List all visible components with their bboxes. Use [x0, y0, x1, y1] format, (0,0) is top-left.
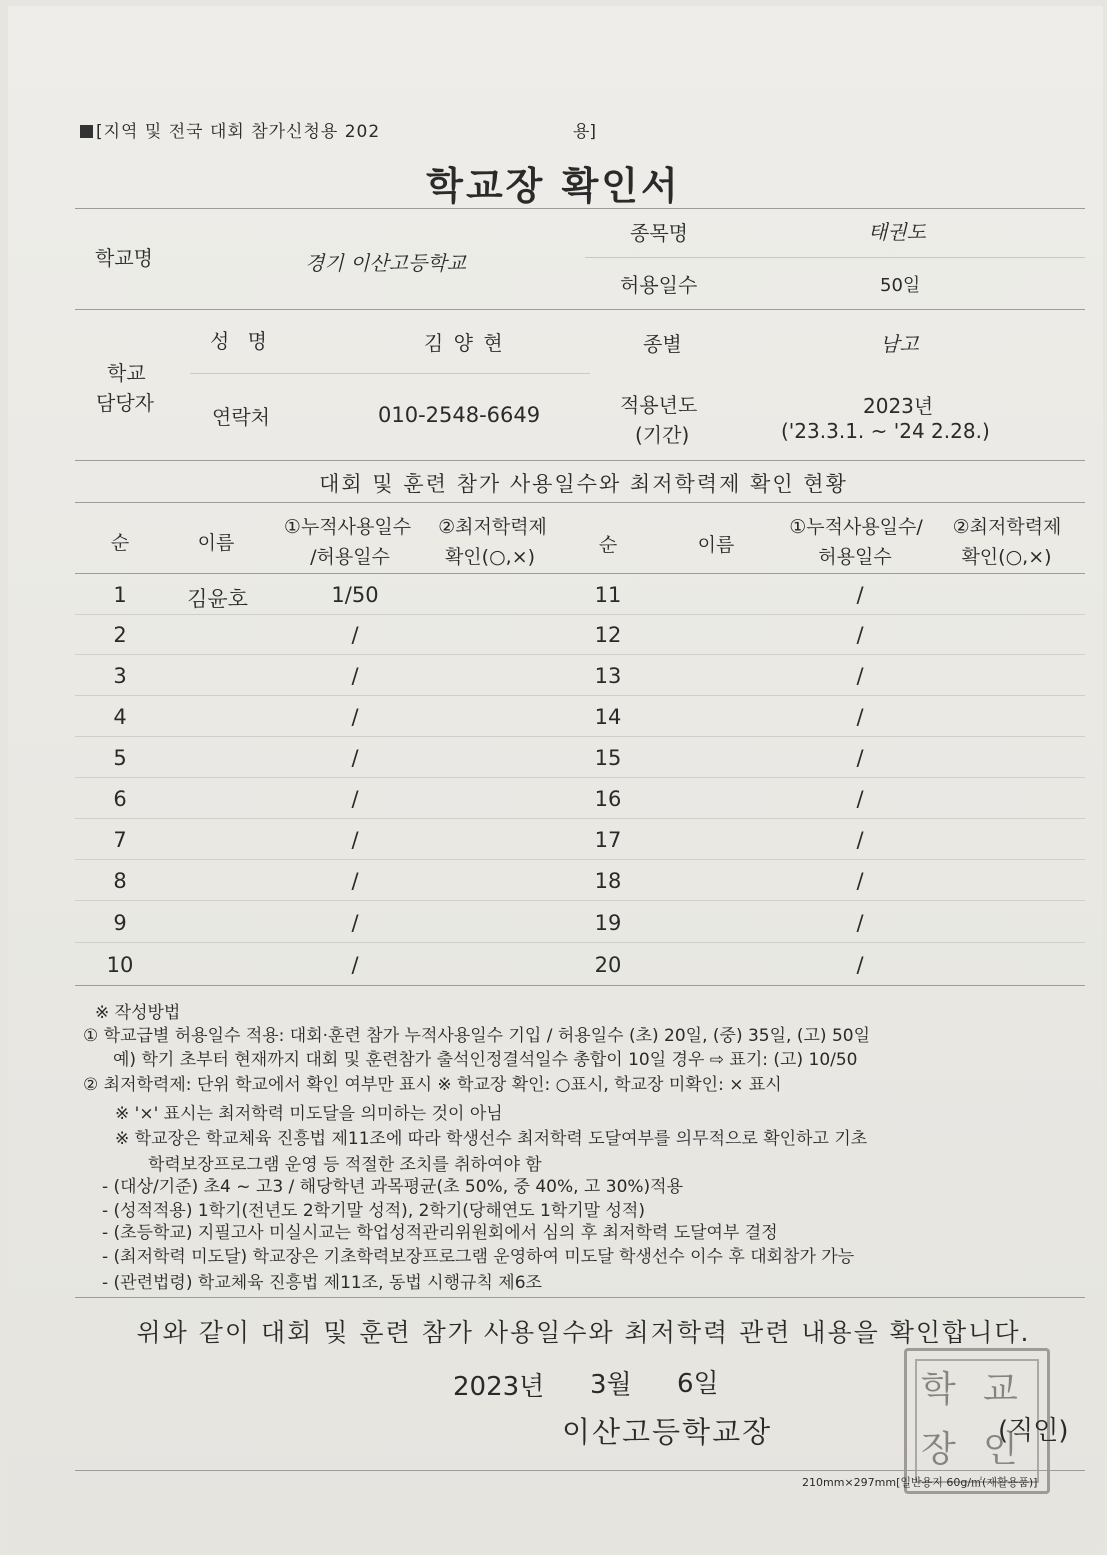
table-section-title: 대회 및 훈련 참가 사용일수와 최저학력제 확인 현황	[319, 472, 848, 496]
divider	[585, 257, 1085, 258]
row-used-days-right: /	[856, 787, 864, 811]
row-divider	[75, 859, 1085, 860]
row-number-right: 14	[594, 705, 622, 729]
row-number-left: 8	[113, 869, 127, 893]
note-line: - (초등학교) 지필고사 미실시교는 학업성적관리위원회에서 심의 후 최저학력 도달여부 결정	[102, 1223, 778, 1243]
manager-label-line1: 학교	[107, 361, 146, 385]
row-used-days-left: 1/50	[331, 583, 379, 607]
applied-period-label: (기간)	[635, 423, 690, 447]
row-divider	[75, 654, 1085, 655]
row-used-days-left: /	[351, 828, 359, 852]
divider	[75, 1470, 1085, 1471]
row-used-days-left: /	[351, 911, 359, 935]
row-used-days-right: /	[856, 705, 864, 729]
table-header-used-right: ①누적사용일수/	[789, 516, 923, 538]
row-number-left: 2	[113, 623, 127, 647]
row-number-right: 16	[594, 787, 622, 811]
row-number-left: 1	[113, 583, 127, 607]
notes-heading: ※ 작성방법	[95, 1003, 181, 1023]
table-header-name-right: 이름	[697, 534, 735, 556]
row-divider	[75, 695, 1085, 696]
row-number-left: 6	[113, 787, 127, 811]
date-day: 6일	[677, 1369, 719, 1399]
row-name-left: 김윤호	[187, 587, 248, 611]
seal-label: (직인)	[998, 1416, 1069, 1446]
school-seal-stamp: 학 교 장 인	[904, 1348, 1050, 1494]
square-bullet-icon	[80, 125, 93, 138]
row-divider	[75, 736, 1085, 737]
row-used-days-right: /	[856, 828, 864, 852]
form-usage-tag-end: 용]	[573, 122, 597, 142]
divider	[75, 573, 1085, 574]
row-number-left: 10	[106, 953, 134, 977]
row-divider	[75, 942, 1085, 943]
divider	[75, 460, 1085, 461]
applied-year-value: 2023년	[863, 394, 934, 418]
row-number-right: 19	[594, 911, 622, 935]
divider	[75, 208, 1085, 209]
note-line: - (관련법령) 학교체육 진흥법 제11조, 동법 시행규칙 제6조	[102, 1273, 542, 1293]
school-name-label: 학교명	[95, 246, 153, 270]
date-year: 2023년	[453, 1372, 545, 1402]
allowed-days-label: 허용일수	[620, 273, 698, 297]
row-used-days-right: /	[856, 664, 864, 688]
allowed-days-value: 50일	[880, 275, 921, 296]
contact-value: 010-2548-6649	[378, 403, 541, 427]
table-header-no-right: 순	[598, 534, 618, 556]
row-used-days-left: /	[351, 869, 359, 893]
confirmation-statement: 위와 같이 대회 및 훈련 참가 사용일수와 최저학력 관련 내용을 확인합니다.	[136, 1318, 1031, 1347]
row-number-right: 15	[594, 746, 622, 770]
row-number-right: 12	[594, 623, 622, 647]
row-number-left: 3	[113, 664, 127, 688]
divider	[75, 309, 1085, 310]
date-month: 3월	[590, 1370, 632, 1400]
table-header-no-left: 순	[110, 532, 130, 554]
divider	[75, 1297, 1085, 1298]
table-header-check-right: ②최저학력제	[952, 516, 1062, 538]
sport-label: 종목명	[630, 221, 688, 245]
row-used-days-left: /	[351, 746, 359, 770]
table-header-check-left-2: 확인(○,×)	[444, 546, 536, 568]
note-line: ※ 학교장은 학교체육 진흥법 제11조에 따라 학생선수 최저학력 도달여부를 의무적으로 확인하고 기초	[115, 1129, 868, 1149]
row-used-days-right: /	[856, 623, 864, 647]
note-line: - (최저학력 미도달) 학교장은 기초학력보장프로그램 운영하여 미도달 학생선수 이수 후 대회참가 가능	[102, 1247, 855, 1267]
table-header-name-left: 이름	[197, 532, 235, 554]
row-used-days-left: /	[351, 623, 359, 647]
row-number-right: 17	[594, 828, 622, 852]
note-line: 예) 학기 초부터 현재까지 대회 및 훈련참가 출석인정결석일수 총합이 10일 경우 ⇨ 표기: (고) 10/50	[113, 1050, 858, 1070]
document-title: 학교장 확인서	[426, 164, 681, 208]
row-number-left: 4	[113, 705, 127, 729]
row-number-right: 20	[594, 953, 622, 977]
table-header-used-left-2: /허용일수	[310, 546, 390, 568]
row-used-days-right: /	[856, 869, 864, 893]
principal-signature-name: 이산고등학교장	[562, 1415, 773, 1449]
row-number-right: 18	[594, 869, 622, 893]
row-number-left: 7	[113, 828, 127, 852]
category-label: 종별	[643, 332, 682, 356]
paper-spec-footer: 210mm×297mm[일반용지 60g/㎡(재활용품)]	[802, 1476, 1038, 1489]
manager-label-line2: 담당자	[96, 391, 154, 415]
note-line: ※ '×' 표시는 최저학력 미도달을 의미하는 것이 아님	[115, 1104, 503, 1124]
row-used-days-right: /	[856, 911, 864, 935]
form-usage-tag: [지역 및 전국 대회 참가신청용 202	[80, 117, 380, 142]
note-line: - (대상/기준) 초4 ~ 고3 / 해당학년 과목평균(초 50%, 중 40%, 고 30%)적용	[102, 1177, 684, 1197]
row-divider	[75, 818, 1085, 819]
table-header-used-right-2: 허용일수	[818, 546, 892, 568]
note-line: ① 학교급별 허용일수 적용: 대회·훈련 참가 누적사용일수 기입 / 허용일수 (초) 20일, (중) 35일, (고) 50일	[83, 1026, 871, 1046]
category-value: 남고	[880, 332, 919, 356]
manager-name-value: 김 양 현	[424, 331, 505, 355]
row-used-days-right: /	[856, 953, 864, 977]
row-divider	[75, 777, 1085, 778]
row-used-days-left: /	[351, 705, 359, 729]
note-line: ② 최저학력제: 단위 학교에서 확인 여부만 표시 ※ 학교장 확인: ○표시, 학교장 미확인: × 표시	[83, 1075, 782, 1095]
row-used-days-right: /	[856, 746, 864, 770]
manager-name-label: 성 명	[210, 329, 273, 353]
divider	[190, 373, 590, 374]
applied-period-value: ('23.3.1. ~ '24 2.28.)	[781, 419, 990, 443]
row-divider	[75, 900, 1085, 901]
row-number-right: 11	[594, 583, 622, 607]
row-number-left: 9	[113, 911, 127, 935]
applied-year-label: 적용년도	[620, 393, 698, 417]
contact-label: 연락처	[212, 405, 270, 429]
row-used-days-right: /	[856, 583, 864, 607]
table-header-used-left: ①누적사용일수	[283, 516, 412, 538]
school-name-value: 경기 이산고등학교	[305, 251, 466, 275]
table-header-check-right-2: 확인(○,×)	[961, 546, 1052, 568]
divider	[75, 985, 1085, 986]
divider	[75, 502, 1085, 503]
row-used-days-left: /	[351, 787, 359, 811]
row-number-right: 13	[594, 664, 622, 688]
row-number-left: 5	[113, 746, 127, 770]
table-header-check-left: ②최저학력제	[438, 516, 547, 538]
row-used-days-left: /	[351, 953, 359, 977]
row-divider	[75, 614, 1085, 615]
note-line: 학력보장프로그램 운영 등 적절한 조치를 취하여야 함	[148, 1155, 542, 1175]
note-line: - (성적적용) 1학기(전년도 2학기말 성적), 2학기(당해연도 1학기말 성적)	[102, 1201, 645, 1221]
row-used-days-left: /	[351, 664, 359, 688]
sport-value: 태권도	[868, 220, 926, 244]
